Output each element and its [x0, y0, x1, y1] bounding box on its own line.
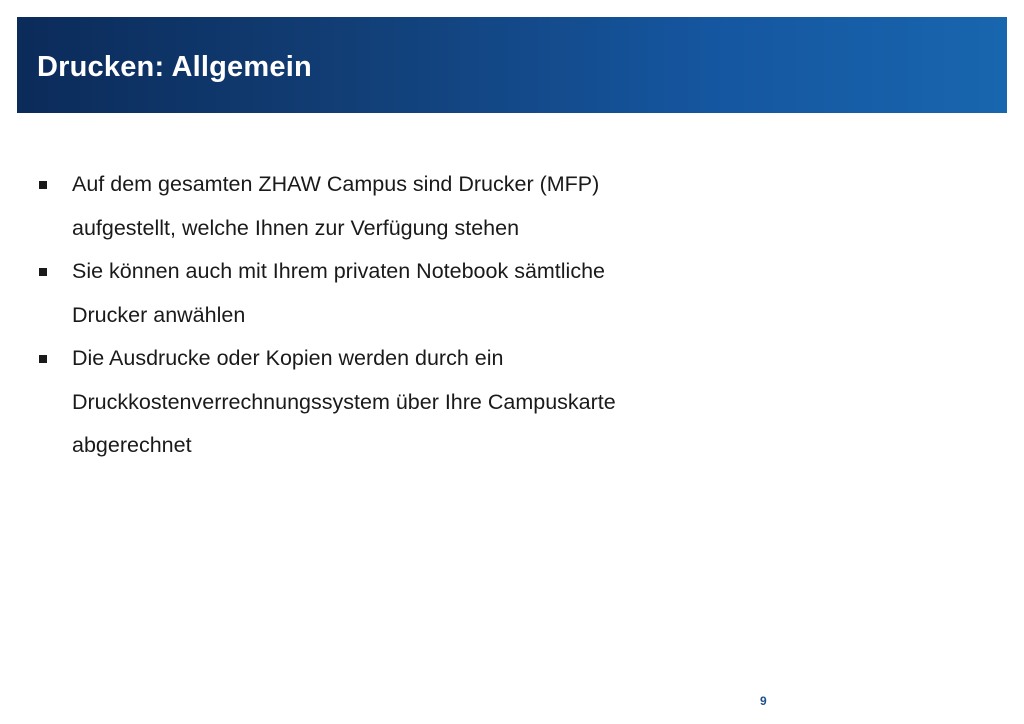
bullet-line: Auf dem gesamten ZHAW Campus sind Drucker (MFP) — [72, 172, 600, 196]
bullet-list — [36, 163, 736, 468]
bullet-line: Drucker anwählen — [72, 302, 246, 327]
bullet-item — [36, 337, 736, 468]
bullet-line: Druckkostenverrechnungssystem über Ihre Campuskarte — [72, 389, 616, 414]
bullet-item — [36, 163, 736, 250]
bullet-line: Die Ausdrucke oder Kopien werden durch ein — [72, 346, 504, 370]
square-bullet-icon — [39, 355, 47, 363]
bullet-line: aufgestellt, welche Ihnen zur Verfügung stehen — [72, 215, 520, 240]
square-bullet-icon — [39, 268, 47, 276]
title-bar — [17, 17, 1007, 113]
page-number: 9 — [760, 694, 767, 708]
bullet-line: abgerechnet — [72, 433, 192, 457]
slide-title: Drucken: Allgemein — [37, 51, 312, 83]
square-bullet-icon — [39, 181, 47, 189]
bullet-item — [36, 250, 736, 337]
bullet-line: Sie können auch mit Ihrem privaten Notebook sämtliche — [72, 259, 605, 283]
